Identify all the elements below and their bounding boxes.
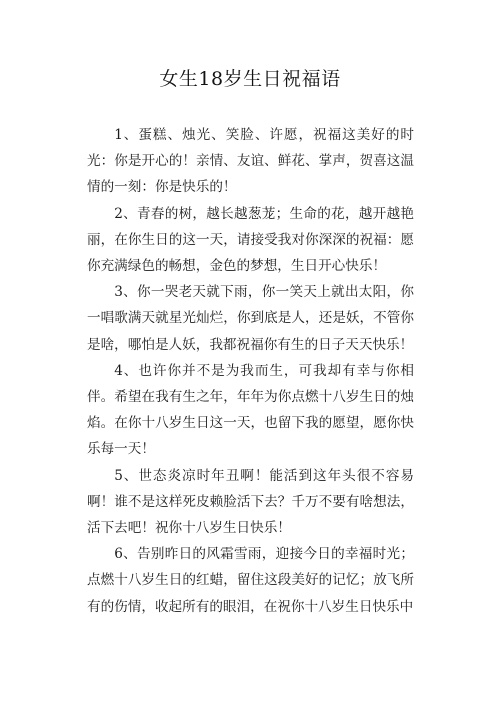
document-body: [87, 122, 414, 620]
paragraph-5: 5、世态炎凉时年丑啊！能活到这年头很不容易啊！谁不是这样死皮赖脸活下去？千万不要有啥想法，活下去吧！祝你十八岁生日快乐！: [87, 467, 414, 537]
document-title: 女生18岁生日祝福语: [159, 68, 341, 90]
paragraph-2: 2、青春的树，越长越葱茏；生命的花，越开越艳丽，在你生日的这一天，请接受我对你深深的祝福：愿你充满绿色的畅想，金色的梦想，生日开心快乐！: [87, 205, 414, 275]
paragraph-3: 3、你一哭老天就下雨，你一笑天上就出太阳，你一唱歌满天就星光灿烂，你到底是人，还是妖，不管你是啥，哪怕是人妖，我都祝福你有生的日子天天快乐！: [87, 284, 414, 353]
paragraph-6: 6、告别昨日的风霜雪雨，迎接今日的幸福时光；点燃十八岁生日的红蜡，留住这段美好的记忆；放飞所有的伤情，收起所有的眼泪，在祝你十八岁生日快乐中: [87, 546, 414, 615]
paragraph-1: 1、蛋糕、烛光、笑脸、许愿，祝福这美好的时光：你是开心的！亲情、友谊、鲜花、掌声，贺喜这温情的一刻：你是快乐的！: [87, 127, 414, 196]
paragraph-4: 4、也许你并不是为我而生，可我却有幸与你相伴。希望在我有生之年，年年为你点燃十八岁生日的烛焰。在你十八岁生日这一天，也留下我的愿望，愿你快乐每一天！: [87, 362, 414, 458]
